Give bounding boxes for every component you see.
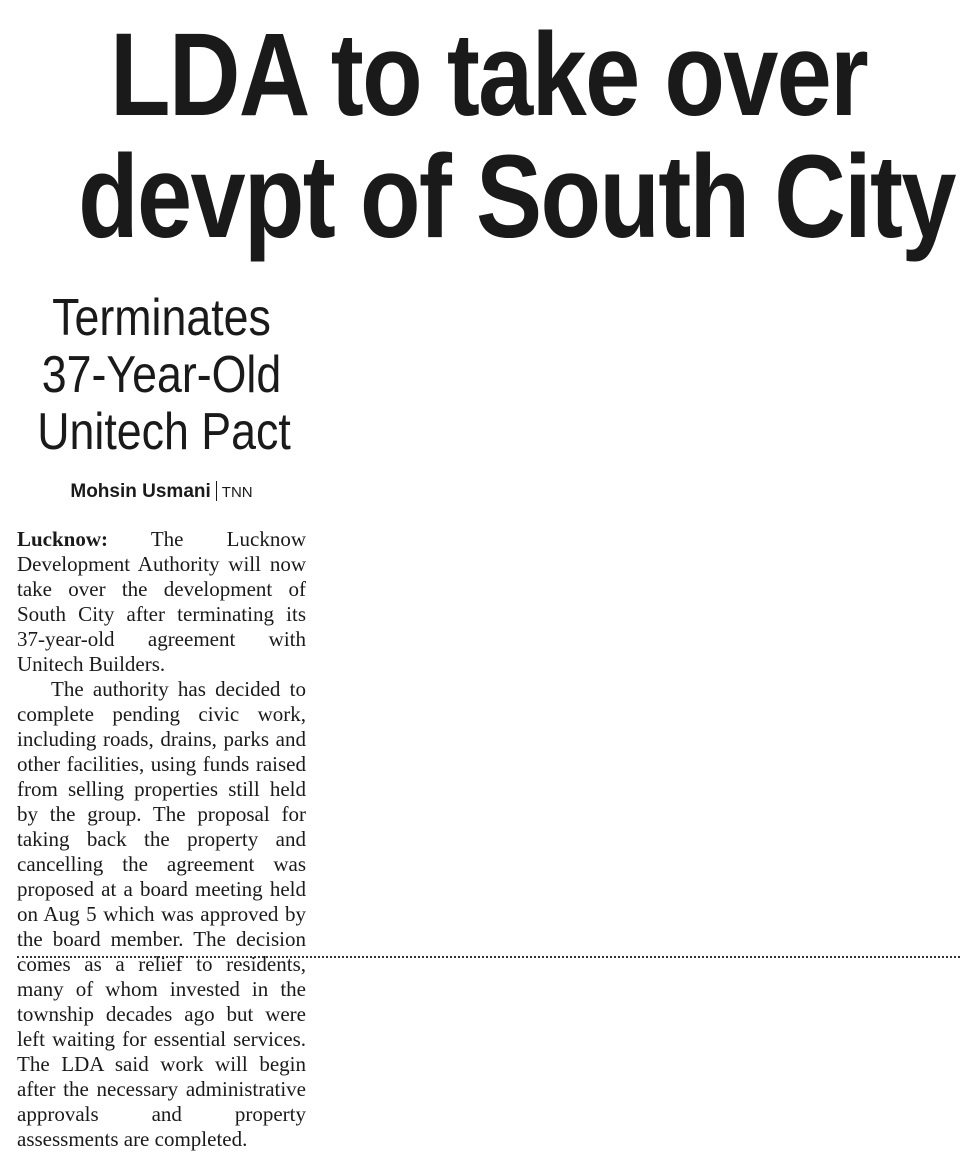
byline-author: Mohsin Usmani — [70, 481, 211, 502]
byline — [17, 479, 306, 505]
byline-separator — [216, 481, 217, 501]
article-paragraph-1-text: The Lucknow Development Authority will now take over the development of South City after terminating its 37-year-old agreement with Unitech Builders. — [17, 527, 306, 676]
article-paragraph-1 — [17, 527, 306, 677]
headline-line-2: devpt of South City — [78, 131, 955, 263]
dotted-divider — [17, 956, 960, 958]
headline-line-1: LDA to take over — [109, 9, 868, 141]
article-paragraph-2: The authority has decided to complete pending civic work, including roads, drains, parks and other facilities, using funds raised from selling properties still held by the group. The proposal for taking back the property and cancelling the agreement was proposed at a board meeting held on Aug 5 which was approved by the board member. The decision comes as a relief to residents, many of whom invested in the township decades ago but were left waiting for essential services. The LDA said work will begin after the necessary administrative approvals and property assessments are completed. — [17, 677, 306, 1151]
headline — [0, 9, 977, 263]
article-column-1 — [17, 290, 306, 1152]
kicker-line-2: 37-Year-Old — [41, 346, 282, 404]
kicker-line-1: Terminates — [52, 289, 271, 347]
kicker — [37, 289, 291, 461]
dateline: Lucknow: — [17, 527, 109, 551]
byline-agency: TNN — [221, 484, 253, 501]
kicker-line-3: Unitech Pact — [37, 403, 291, 461]
